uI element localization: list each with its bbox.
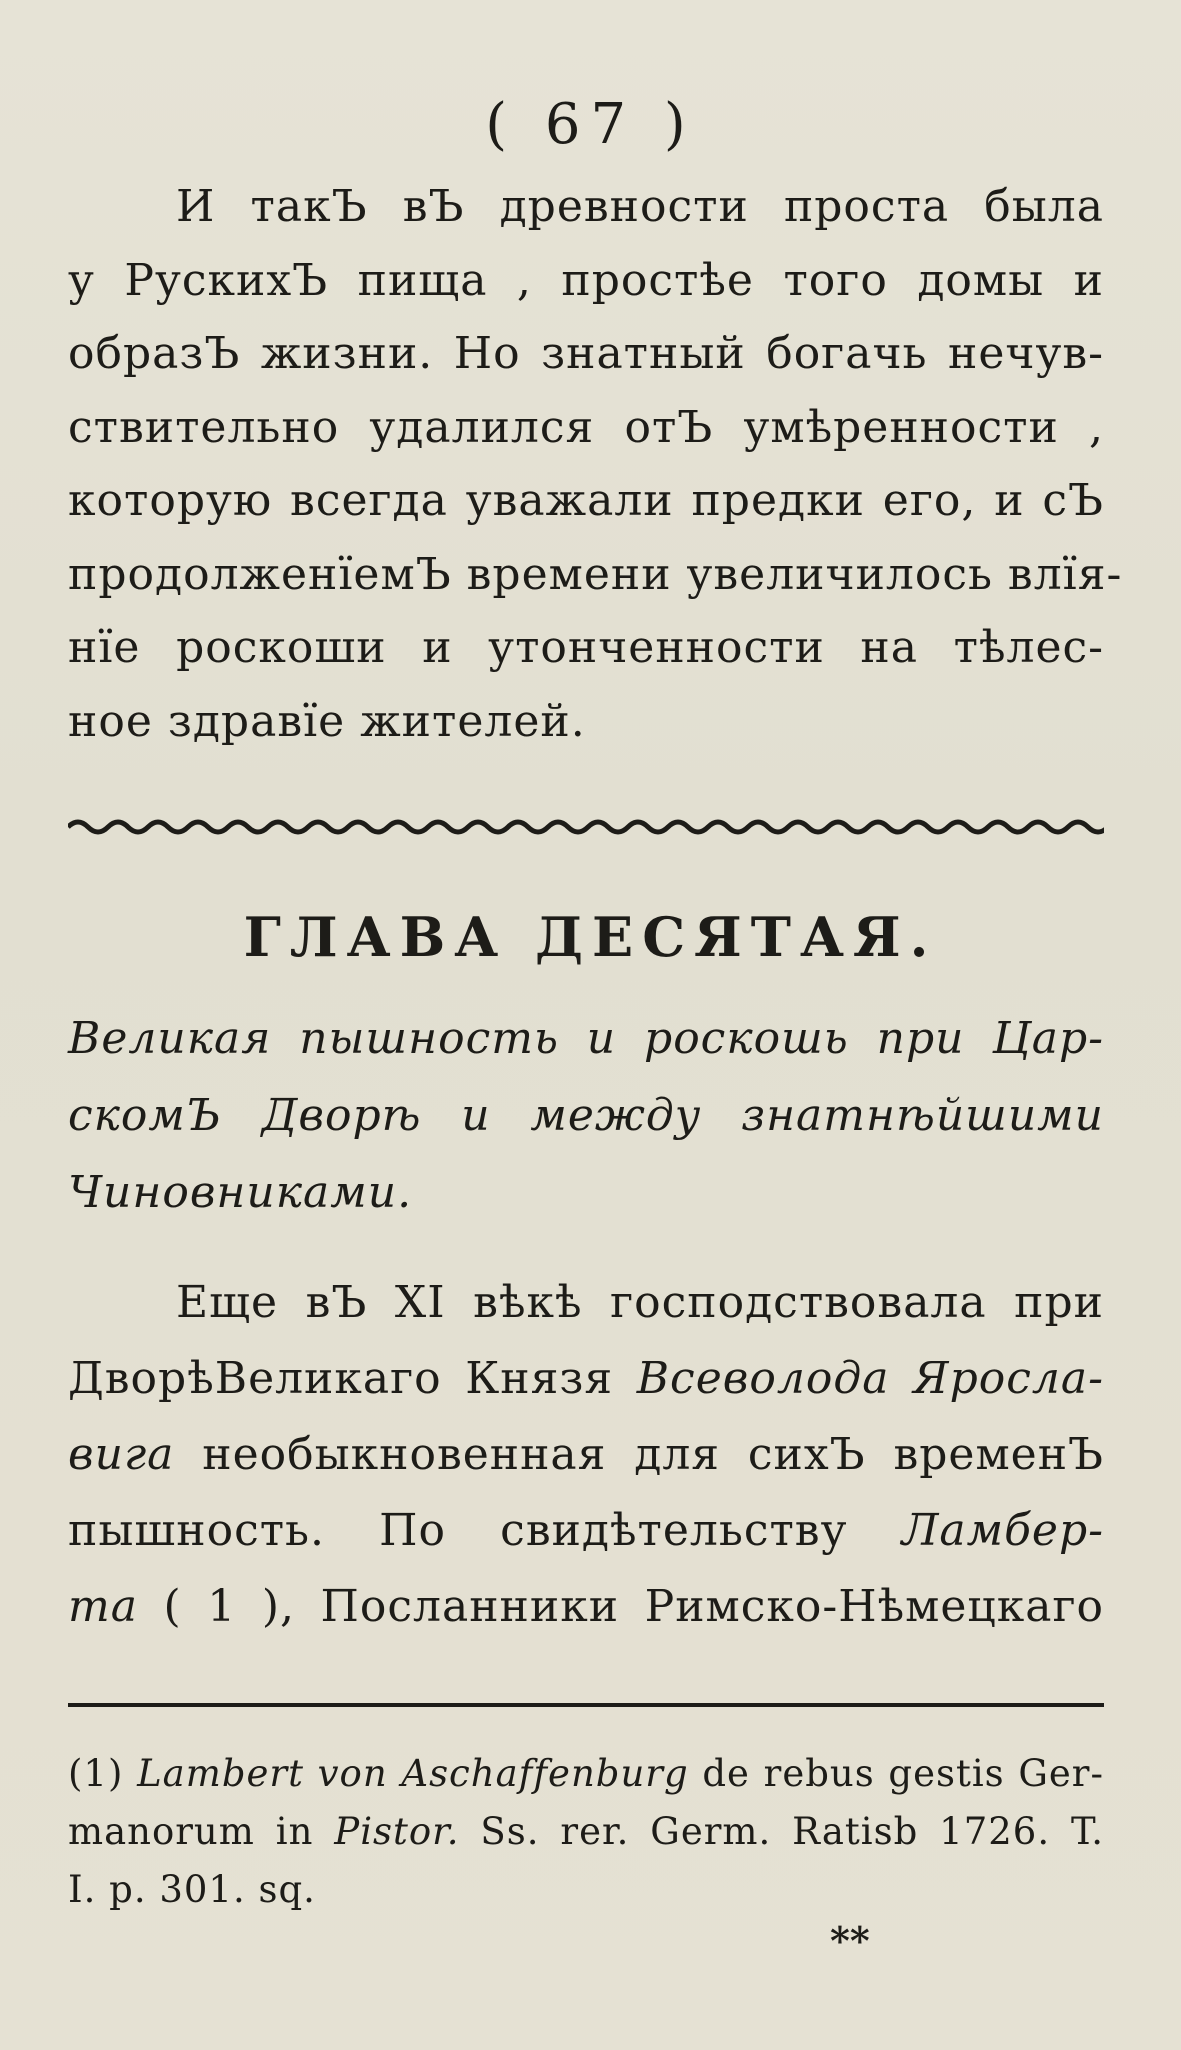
paragraph-line: нїе роскоши и утонченности на тѣлес- [68,622,1104,673]
footnote-line: I. p. 301. sq. [68,1868,316,1911]
paragraph-1 [68,170,1123,758]
footnote-text: Ss. rer. Germ. Ratisb 1726. T. [459,1810,1104,1853]
proper-name: та [68,1581,138,1632]
line-text: ДворѣВеликаго Князя [68,1353,637,1404]
paragraph-line: образЪ жизни. Но знатный богачь нечув- [68,328,1104,379]
paragraph-line: ствительно удалился отЪ умѣренности , [68,401,1104,453]
line-text: пышность. По свидѣтельству [68,1505,902,1556]
footnote-text: manorum in [68,1810,335,1853]
line-text: Еще вЪ XI вѣкѣ господствовала при [176,1277,1104,1328]
paragraph-line [68,1417,1104,1493]
footnote [68,1745,1104,1919]
paragraph-line: И такЪ вЪ древности проста была [176,181,1104,232]
page-number: ( 67 ) [485,92,696,157]
footnote-line [68,1803,1104,1861]
paragraph-line: продолженїемЪ времени увеличилось влїя- [68,548,1123,600]
footnote-rule [68,1703,1104,1707]
chapter-heading: ГЛАВА ДЕСЯТАЯ. [243,905,938,969]
subtitle-line: скомЪ Дворѣ и между знатнѣйшими [68,1090,1104,1141]
footnote-reference: ( 1 ), Посланники Римско-Нѣмецкаго [137,1581,1104,1632]
chapter-subtitle [68,1000,1104,1231]
proper-name: вига [68,1429,175,1480]
footnote-source: Pistor. [334,1810,460,1853]
proper-name: Всеволода Яросла- [636,1353,1104,1404]
footnote-line [68,1745,1104,1803]
paragraph-line [68,1493,1104,1569]
paragraph-line [68,1341,1104,1417]
paragraph-line [68,1265,1104,1341]
proper-name: Ламбер- [901,1505,1104,1556]
paragraph-line: которую всегда уважали предки его, и сЪ [68,475,1104,526]
paragraph-line [68,1569,1104,1645]
line-text: необыкновенная для сихЪ временЪ [174,1429,1104,1480]
paragraph-line: ное здравїе жителей. [68,695,586,747]
subtitle-line: Великая пышность и роскошь при Цар- [68,1013,1104,1064]
footnote-text: de rebus gestis Ger- [688,1752,1104,1795]
subtitle-line: Чиновниками. [68,1167,413,1218]
signature-mark: ** [830,1918,870,1963]
footnote-marker: (1) [68,1752,138,1795]
ornamental-divider [68,812,1104,842]
paragraph-line: у РускихЪ пища , простѣе того домы и [68,254,1104,306]
footnote-author: Lambert von Aschaffenburg [137,1752,689,1795]
paragraph-2 [68,1265,1104,1645]
